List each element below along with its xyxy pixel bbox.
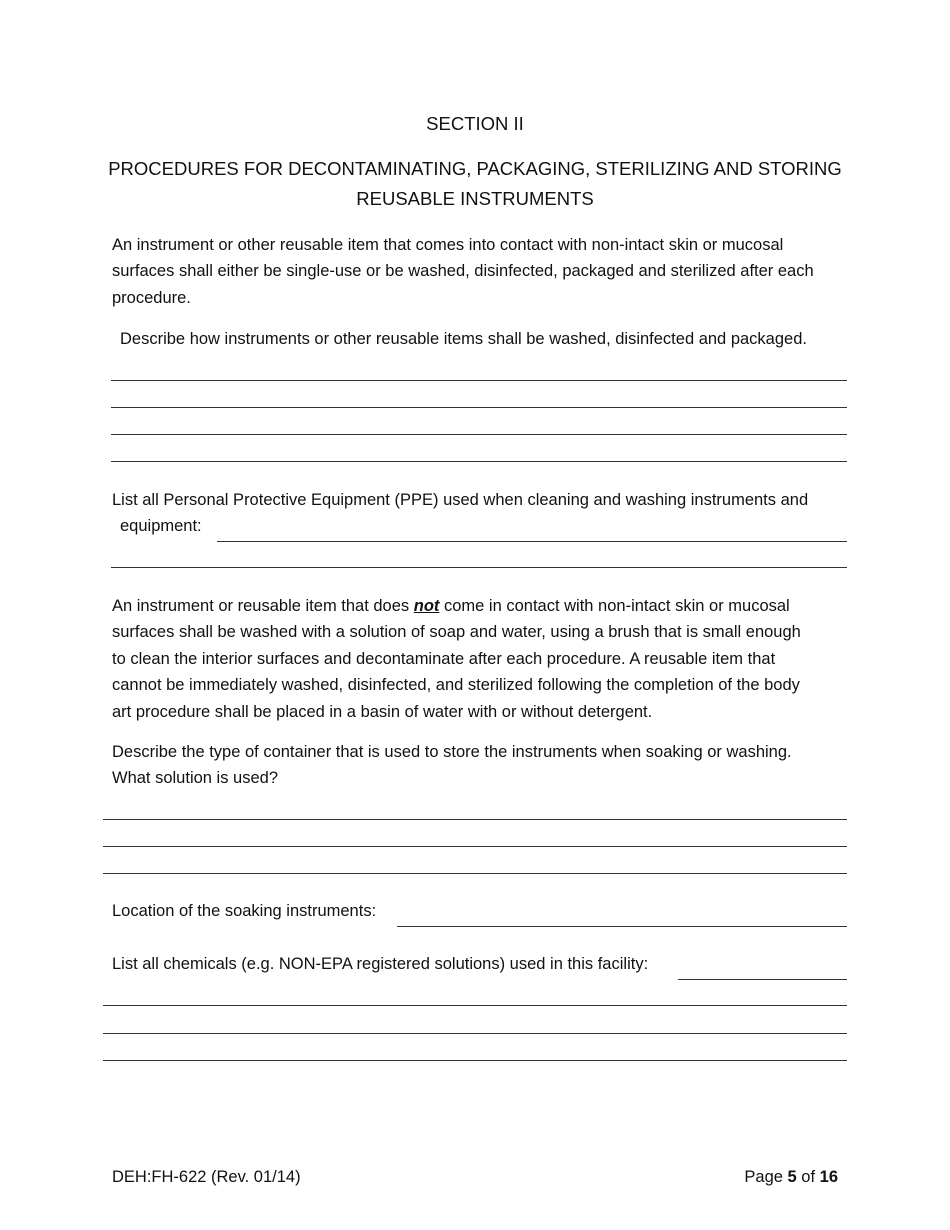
container-question-line-2: What solution is used?	[112, 769, 279, 788]
non-contact-paragraph	[112, 593, 801, 725]
page-current: 5	[787, 1168, 797, 1186]
wash-answer-line-4[interactable]	[111, 461, 847, 462]
ppe-answer-line-2[interactable]	[111, 567, 847, 568]
location-question: Location of the soaking instruments:	[112, 902, 377, 920]
wash-answer-line-3[interactable]	[111, 434, 847, 435]
ppe-answer-line-1[interactable]	[217, 541, 847, 542]
chemicals-answer-line-2[interactable]	[103, 1005, 847, 1006]
intro-line-1: An instrument or other reusable item that comes into contact with non-intact skin or mucosal	[112, 236, 784, 254]
location-answer-line[interactable]	[397, 926, 847, 927]
para2-line-1-pre: An instrument or reusable item that does	[112, 597, 414, 615]
page-number	[744, 1164, 838, 1190]
chemicals-question: List all chemicals (e.g. NON-EPA registered solutions) used in this facility:	[112, 955, 649, 973]
para2-line-5: art procedure shall be placed in a basin of water with or without detergent.	[112, 702, 653, 721]
wash-answer-line-2[interactable]	[111, 407, 847, 408]
para2-line-2: surfaces shall be washed with a solution of soap and water, using a brush that is small enough	[112, 623, 801, 642]
container-answer-line-1[interactable]	[103, 819, 847, 820]
wash-answer-line-1[interactable]	[111, 380, 847, 381]
para2-line-4: cannot be immediately washed, disinfected, and sterilized following the completion of the body	[112, 676, 800, 695]
chemicals-answer-line-4[interactable]	[103, 1060, 847, 1061]
container-question-line-1: Describe the type of container that is used to store the instruments when soaking or washing.	[112, 743, 792, 761]
para2-line-1-post: come in contact with non-intact skin or mucosal	[439, 597, 790, 615]
para2-line-3: to clean the interior surfaces and decontaminate after each procedure. A reusable item that	[112, 649, 776, 668]
form-id: DEH:FH-622 (Rev. 01/14)	[112, 1168, 301, 1186]
ppe-question-line-1: List all Personal Protective Equipment (PPE) used when cleaning and washing instruments and	[112, 491, 809, 509]
intro-paragraph	[112, 232, 814, 311]
section-title: SECTION II	[426, 113, 524, 134]
page-of-word: of	[796, 1168, 820, 1186]
wash-question: Describe how instruments or other reusable items shall be washed, disinfected and packaged.	[120, 330, 807, 348]
section-subtitle-line2: REUSABLE INSTRUMENTS	[356, 188, 594, 209]
container-answer-line-3[interactable]	[103, 873, 847, 874]
intro-line-3: procedure.	[112, 288, 191, 307]
container-question	[112, 739, 792, 792]
container-answer-line-2[interactable]	[103, 846, 847, 847]
page-word: Page	[744, 1168, 788, 1186]
section-subtitle-line1: PROCEDURES FOR DECONTAMINATING, PACKAGING, STERILIZING AND STORING	[108, 158, 842, 179]
chemicals-answer-line-3[interactable]	[103, 1033, 847, 1034]
page-total: 16	[819, 1168, 838, 1186]
intro-line-2: surfaces shall either be single-use or be washed, disinfected, packaged and sterilized after each	[112, 262, 814, 281]
chemicals-answer-line-1[interactable]	[678, 979, 847, 980]
para2-line-1	[112, 593, 801, 619]
para2-emphasis-not: not	[413, 597, 440, 615]
ppe-question-label: equipment:	[120, 517, 202, 535]
